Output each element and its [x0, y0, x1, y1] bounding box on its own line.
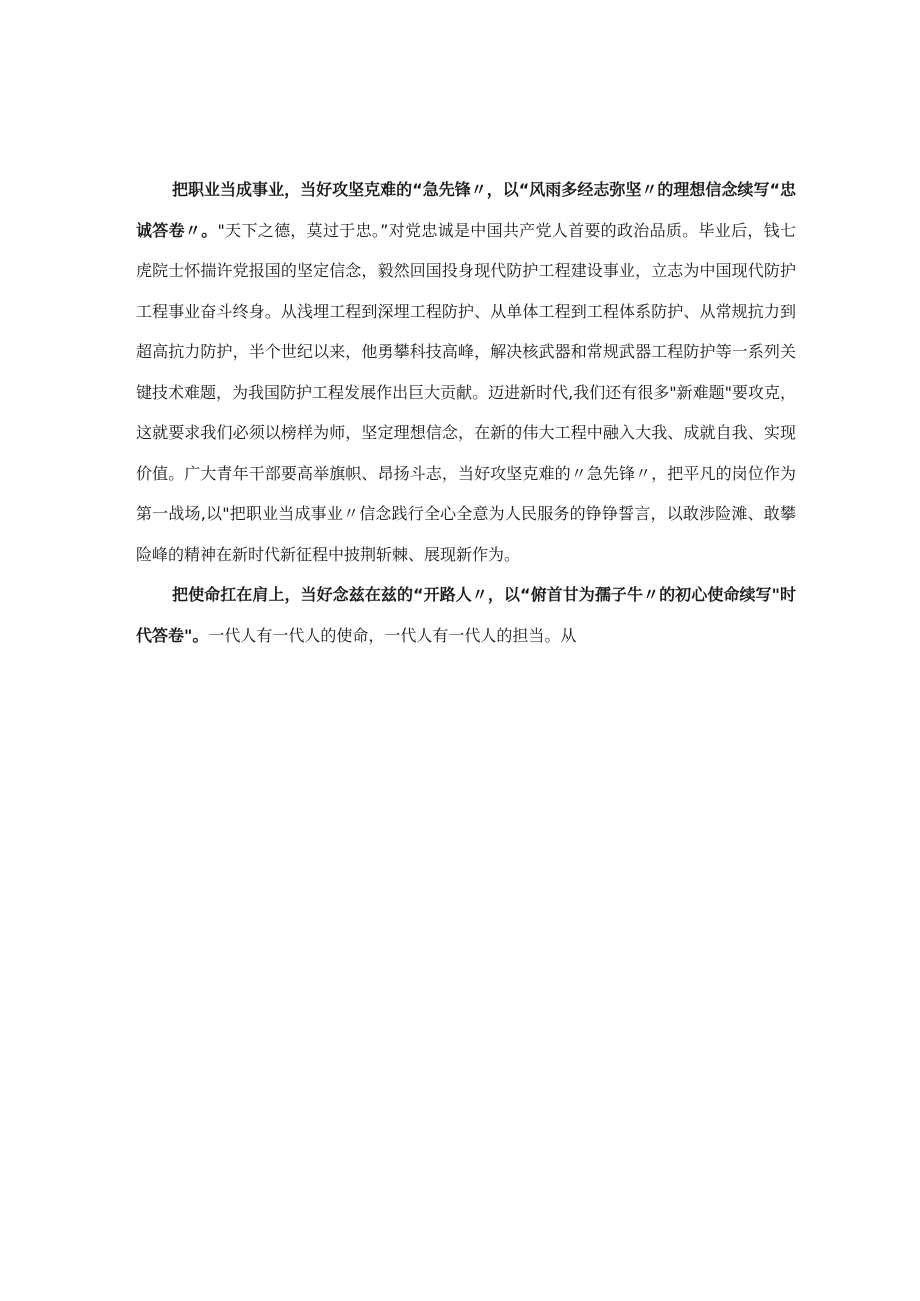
paragraph-1-body: "天下之德，莫过于忠。”对党忠诚是中国共产党人首要的政治品质。毕业后，钱七虎院士怀揣许党报国的坚定信念，毅然回国投身现代防护工程建设事业，立志为中国现代防护工程事业奋斗终身。从浅埋工程到深埋工程防护、从单体工程到工程体系防护、从常规抗力到超高抗力防护，半个世纪以来，他勇攀科技高峰，解决核武器和常规武器工程防护等一系列关键技术难题，为我国防护工程发展作出巨大贡献。迈进新时代,我们还有很多"新难题"要攻克，这就要求我们必须以榜样为师，坚定理想信念，在新的伟大工程中融入大我、成就自我、实现价值。广大青年干部要高举旗帜、昂扬斗志，当好攻坚克难的〃急先锋〃，把平凡的岗位作为第一战场,以"把职业当成事业〃信念践行全心全意为人民服务的铮铮誓言，以敢涉险滩、敢攀险峰的精神在新时代新征程中披荆斩棘、展现新作为。	[136, 220, 796, 564]
paragraph-2-lead: 把使命扛在肩上，当好念兹在兹的“开路人〃，以“俯首甘为孺子牛〃的初心使命续写"时代答卷"。	[136, 585, 796, 645]
paragraph-2-body: 一代人有一代人的使命，一代人有一代人的担当。从	[208, 625, 577, 645]
paragraph-1-lead: 把职业当成事业，当好攻坚克难的“急先锋〃，以“风雨多经志弥坚〃的理想信念续写“忠诚答卷〃。	[136, 180, 796, 240]
paragraph-1	[136, 170, 796, 575]
document-body	[136, 170, 796, 656]
paragraph-2	[136, 575, 796, 656]
